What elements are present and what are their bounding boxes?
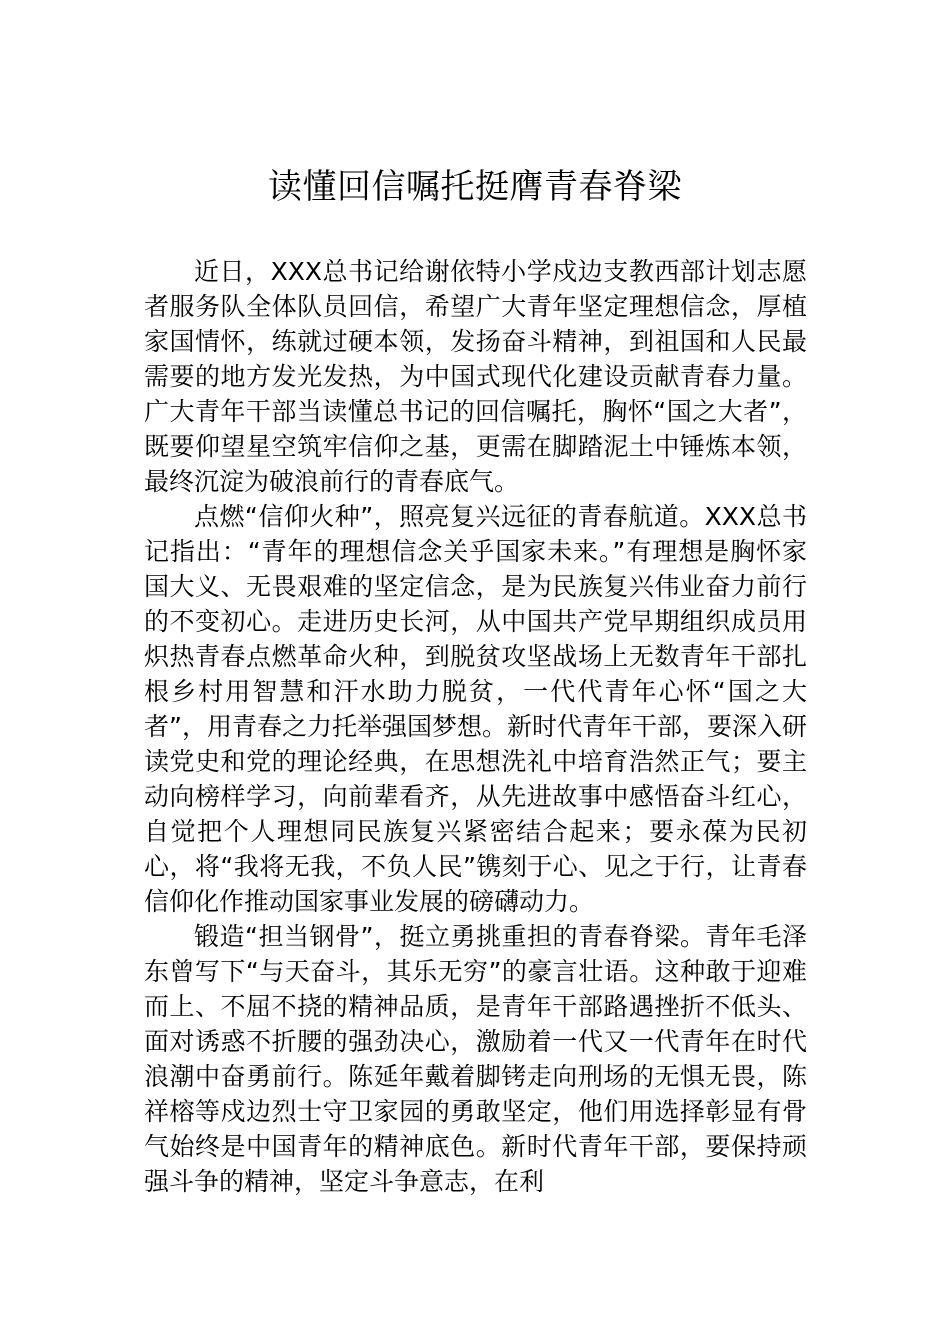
paragraph-intro: 近日，XXX总书记给谢依特小学戍边支教西部计划志愿者服务队全体队员回信，希望广大青年坚定理想信念，厚植家国情怀，练就过硬本领，发扬奋斗精神，到祖国和人民最需要的地方发光发热，为中国式现代化建设贡献青春力量。广大青年干部当读懂总书记的回信嘱托，胸怀“国之大者”，既要仰望星空筑牢信仰之基，更需在脚踏泥土中锤炼本领，最终沉淀为破浪前行的青春底气。 [144,257,807,496]
document-title: 读懂回信嘱托挺膺青春脊梁 [268,167,682,207]
document-body [144,254,807,1199]
paragraph-responsibility: 锻造“担当钢骨”，挺立勇挑重担的青春脊梁。青年毛泽东曾写下“与天奋斗，其乐无穷”的豪言壮语。这种敢于迎难而上、不屈不挠的精神品质，是青年干部路遇挫折不低头、面对诱惑不折腰的强劲决心，激励着一代又一代青年在时代浪潮中奋勇前行。陈延年戴着脚铐走向刑场的无惧无畏，陈祥榕等戍边烈士守卫家园的勇敢坚定，他们用选择彰显有骨气始终是中国青年的精神底色。新时代青年干部，要保持顽强斗争的精神，坚定斗争意志，在利 [144,922,807,1196]
paragraph-faith: 点燃“信仰火种”，照亮复兴远征的青春航道。XXX总书记指出：“青年的理想信念关乎国家未来。”有理想是胸怀家国大义、无畏艰难的坚定信念，是为民族复兴伟业奋力前行的不变初心。走进历史长河，从中国共产党早期组织成员用炽热青春点燃革命火种，到脱贫攻坚战场上无数青年干部扎根乡村用智慧和汗水助力脱贫，一代代青年心怀“国之大者”，用青春之力托举强国梦想。新时代青年干部，要深入研读党史和党的理论经典，在思想洗礼中培育浩然正气；要主动向榜样学习，向前辈看齐，从先进故事中感悟奋斗红心，自觉把个人理想同民族复兴紧密结合起来；要永葆为民初心，将“我将无我，不负人民”镌刻于心、见之于行，让青春信仰化作推动国家事业发展的磅礴动力。 [144,502,807,916]
